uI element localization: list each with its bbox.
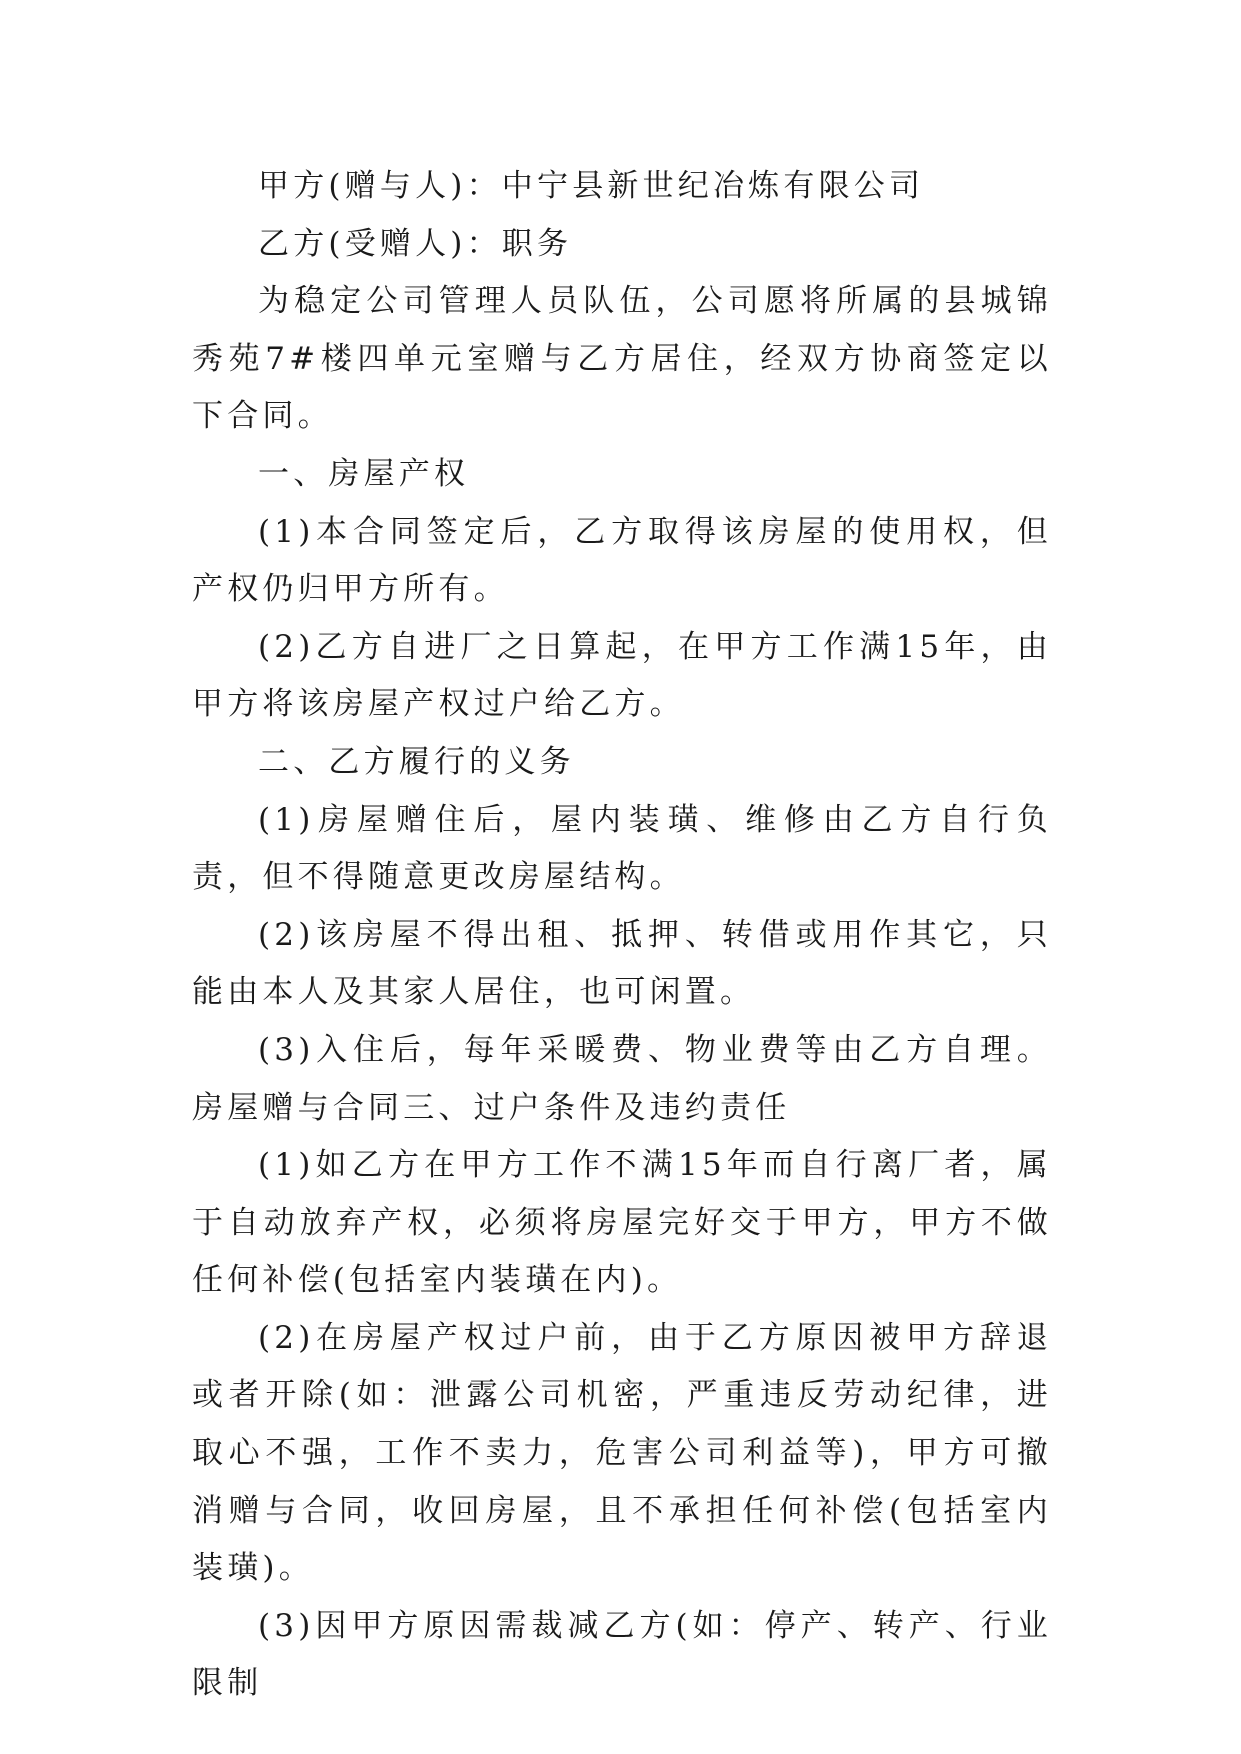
- donor-line: 甲方(赠与人)：中宁县新世纪冶炼有限公司: [258, 168, 925, 204]
- section-heading-obligations: 二、乙方履行的义务: [258, 743, 575, 780]
- document-page: [192, 158, 1052, 1713]
- preamble-paragraph: 为稳定公司管理人员队伍，公司愿将所属的县城锦秀苑7#楼四单元室赠与乙方居住，经双方协商签定以下合同。: [192, 283, 1052, 435]
- section-heading-property-rights: 一、房屋产权: [258, 455, 470, 492]
- clause-3-3: (3)因甲方原因需裁减乙方(如：停产、转产、行业限制: [192, 1607, 1052, 1702]
- clause-2-1: (1)房屋赠住后，屋内装璜、维修由乙方自行负责，但不得随意更改房屋结构。: [192, 801, 1052, 896]
- clause-3-2: (2)在房屋产权过户前，由于乙方原因被甲方辞退或者开除(如：泄露公司机密，严重违反劳动纪律，进取心不强，工作不卖力，危害公司利益等)，甲方可撤消赠与合同，收回房屋，且不承担任何补偿(包括室内装璜)。: [192, 1319, 1052, 1587]
- recipient-line: 乙方(受赠人)：职务: [258, 225, 573, 262]
- clause-2-2: (2)该房屋不得出租、抵押、转借或用作其它，只能由本人及其家人居住，也可闲置。: [192, 916, 1052, 1011]
- clause-2-3: (3)入住后，每年采暖费、物业费等由乙方自理。房屋赠与合同三、过户条件及违约责任: [192, 1031, 1052, 1126]
- clause-1-1: (1)本合同签定后，乙方取得该房屋的使用权，但产权仍归甲方所有。: [192, 513, 1052, 608]
- clause-3-1: (1)如乙方在甲方工作不满15年而自行离厂者，属于自动放弃产权，必须将房屋完好交于甲方，甲方不做任何补偿(包括室内装璜在内)。: [192, 1147, 1052, 1299]
- clause-1-2: (2)乙方自进厂之日算起，在甲方工作满15年，由甲方将该房屋产权过户给乙方。: [192, 628, 1052, 723]
